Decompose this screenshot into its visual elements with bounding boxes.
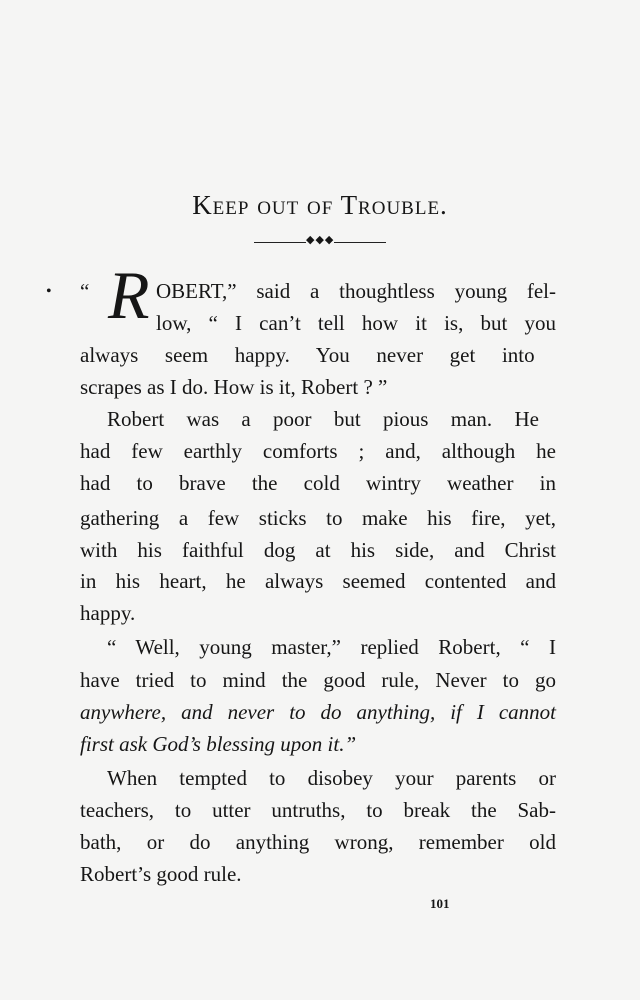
- ornamental-rule: [254, 236, 386, 250]
- text-line: with his faithful dog at his side, and Christ: [80, 538, 556, 562]
- text-line: have tried to mind the good rule, Never to go: [80, 668, 556, 692]
- rule-right: [334, 242, 386, 243]
- text-line: bath, or do anything wrong, remember old: [80, 830, 556, 854]
- page-number: 101: [430, 896, 450, 911]
- text-line: first ask God’s blessing upon it.”: [80, 732, 357, 756]
- text-line: always seem happy. You never get into: [80, 343, 535, 367]
- text-line: When tempted to disobey your parents or: [107, 766, 556, 790]
- text-line: “ Well, young master,” replied Robert, “ I: [107, 635, 556, 659]
- text-line: had to brave the cold wintry weather in: [80, 471, 556, 495]
- text-line: OBERT,” said a thoughtless young fel-: [156, 279, 556, 303]
- chapter-title: Keep out of Trouble.: [192, 190, 448, 220]
- text-line: scrapes as I do. How is it, Robert ? ”: [80, 375, 388, 399]
- open-quote: “: [80, 279, 90, 303]
- rule-left: [254, 242, 306, 243]
- text-line: anywhere, and never to do anything, if I cannot: [80, 700, 556, 724]
- text-line: teachers, to utter untruths, to break the Sab-: [80, 798, 556, 822]
- diamond-ornament-icon: ◆◆◆: [306, 234, 335, 246]
- text-line: happy.: [80, 601, 136, 625]
- margin-bullet: •: [46, 283, 52, 300]
- text-line: had few earthly comforts ; and, although he: [80, 439, 556, 463]
- drop-cap: R: [108, 257, 150, 333]
- text-line: gathering a few sticks to make his fire, yet,: [80, 506, 556, 530]
- text-line: low, “ I can’t tell how it is, but you: [156, 311, 556, 335]
- text-line: in his heart, he always seemed contented and: [80, 569, 556, 593]
- text-line: Robert’s good rule.: [80, 862, 242, 886]
- text-line: Robert was a poor but pious man. He: [107, 407, 539, 431]
